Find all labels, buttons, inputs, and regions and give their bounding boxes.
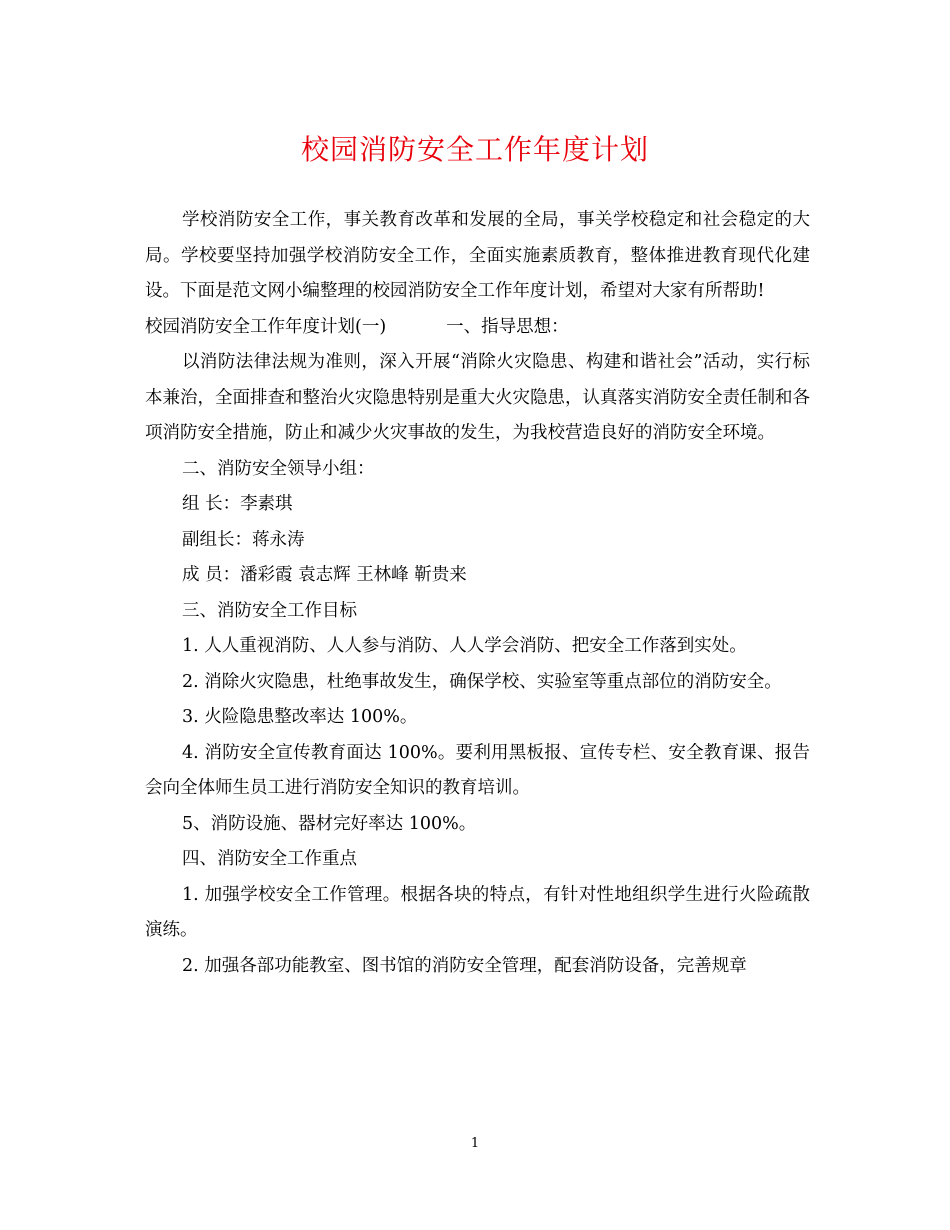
intro-paragraph: 学校消防安全工作，事关教育改革和发展的全局，事关学校稳定和社会稳定的大局。学校要坚持加强学校消防安全工作，全面实施素质教育，整体推进教育现代化建设。下面是范文网小编整理的校园消防安全工作年度计划，希望对大家有所帮助! [145,210,810,301]
key-point-item: 2. 加强各部功能教室、图书馆的消防安全管理，配套消防设备，完善规章 [182,955,747,976]
goal-item: 3. 火险隐患整改率达 100%。 [182,707,418,727]
section-heading-line [145,310,810,346]
leader-line: 组 长：李素琪 [182,494,293,514]
goal-item: 1. 人人重视消防、人人参与消防、人人学会消防、把安全工作落到实处。 [182,636,747,656]
section-1-heading: 一、指导思想： [446,316,569,337]
section-heading: 校园消防安全工作年度计划(一) [145,316,387,337]
section-1-paragraph: 以消防法律法规为准则，深入开展“消除火灾隐患、构建和谐社会”活动，实行标本兼治，全面排查和整治火灾隐患特别是重大火灾隐患，认真落实消防安全责任制和各项消防安全措施，防止和减少火灾事故的发生，为我校营造良好的消防安全环境。 [145,352,810,443]
goal-item: 4. 消防安全宣传教育面达 100%。要利用黑板报、宣传专栏、安全教育课、报告会向全体师生员工进行消防安全知识的教育培训。 [145,742,810,798]
document-title: 校园消防安全工作年度计划 [300,133,649,166]
section-3-heading: 三、消防安全工作目标 [182,600,357,621]
document-body [145,203,810,984]
key-point-item: 1. 加强学校安全工作管理。根据各块的特点，有针对性地组织学生进行火险疏散演练。 [145,884,810,940]
section-2-heading: 二、消防安全领导小组： [182,458,375,479]
section-4-heading: 四、消防安全工作重点 [182,849,357,869]
members-line: 成 员：潘彩霞 袁志辉 王林峰 靳贵来 [182,565,467,585]
deputy-leader-line: 副组长：蒋永涛 [182,529,305,550]
page-number: 1 [470,1136,480,1151]
goal-item: 2. 消除火灾隐患，杜绝事故发生，确保学校、实验室等重点部位的消防安全。 [182,671,782,692]
goal-item: 5、消防设施、器材完好率达 100%。 [182,813,477,834]
